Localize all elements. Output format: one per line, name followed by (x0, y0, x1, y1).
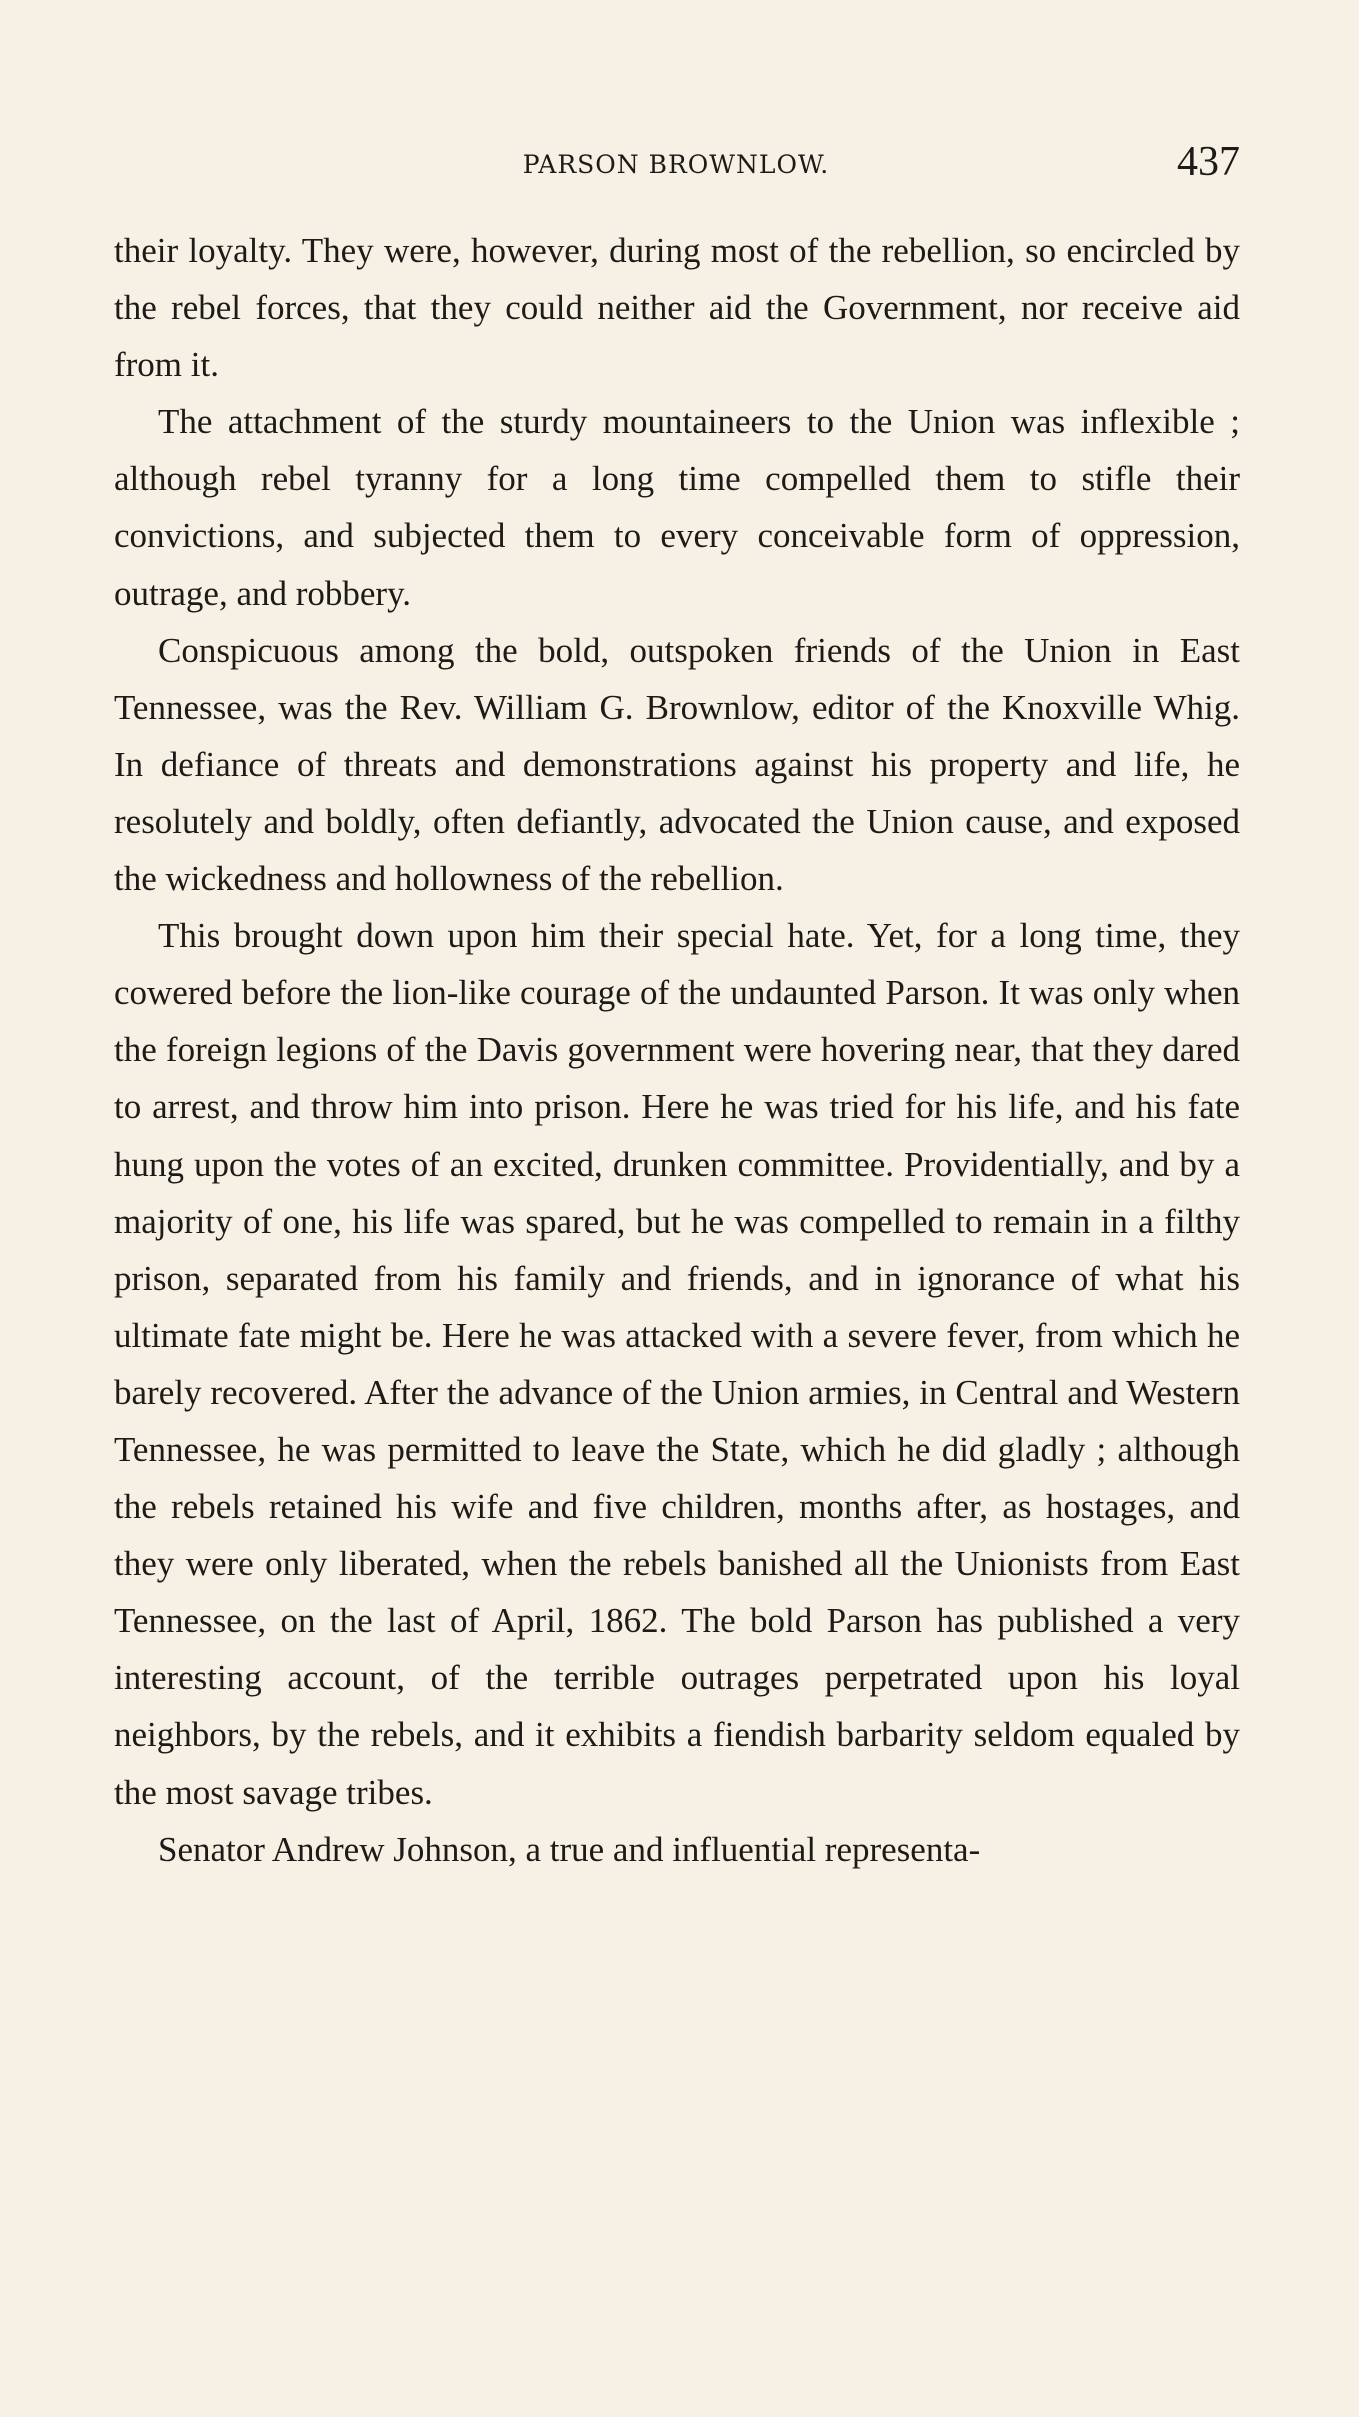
page-header (112, 138, 1240, 198)
paragraph-1: their loyalty. They were, however, during most of the rebellion, so encircled by the rebel forces, that they could neither aid the Government, nor receive aid from it. (114, 231, 1240, 385)
running-title: PARSON BROWNLOW. (522, 150, 830, 179)
paragraph-2: The attachment of the sturdy mountaineers to the Union was inflexible ; although rebel tyranny for a long time compelled them to stifle their convictions, and subjected them to every conceivable form of oppression, outrage, and robbery. (114, 402, 1240, 613)
paragraph-3: Conspicuous among the bold, outspoken friends of the Union in East Tennessee, was the Rev. William G. Brownlow, editor of the Knoxville Whig. In defiance of threats and demonstrations against his property and life, he resolutely and boldly, often defiantly, advocated the Union cause, and exposed the wickedness and hollowness of the rebellion. (114, 630, 1240, 899)
body-text (114, 222, 1240, 1878)
paragraph-4: This brought down upon him their special hate. Yet, for a long time, they cowered before the lion-like courage of the undaunted Parson. It was only when the foreign legions of the Davis government were hovering near, that they dared to arrest, and throw him into prison. Here he was tried for his life, and his fate hung upon the votes of an excited, drunken committee. Providentially, and by a majority of one, his life was spared, but he was compelled to remain in a filthy prison, separated from his family and friends, and in ignorance of what his ultimate fate might be. Here he was attacked with a severe fever, from which he barely recovered. After the advance of the Union armies, in Central and Western Tennessee, he was permitted to leave the State, which he did gladly ; although the rebels retained his wife and five children, months after, as hostages, and they were only liberated, when the rebels banished all the Unionists from East Tennessee, on the last of April, 1862. The bold Parson has published a very interesting account, of the terrible outrages perpetrated upon his loyal neighbors, by the rebels, and it exhibits a fiendish barbarity seldom equaled by the most savage tribes. (114, 916, 1240, 1812)
page-number: 437 (1177, 139, 1240, 185)
paragraph-5: Senator Andrew Johnson, a true and influential representa- (158, 1829, 981, 1869)
